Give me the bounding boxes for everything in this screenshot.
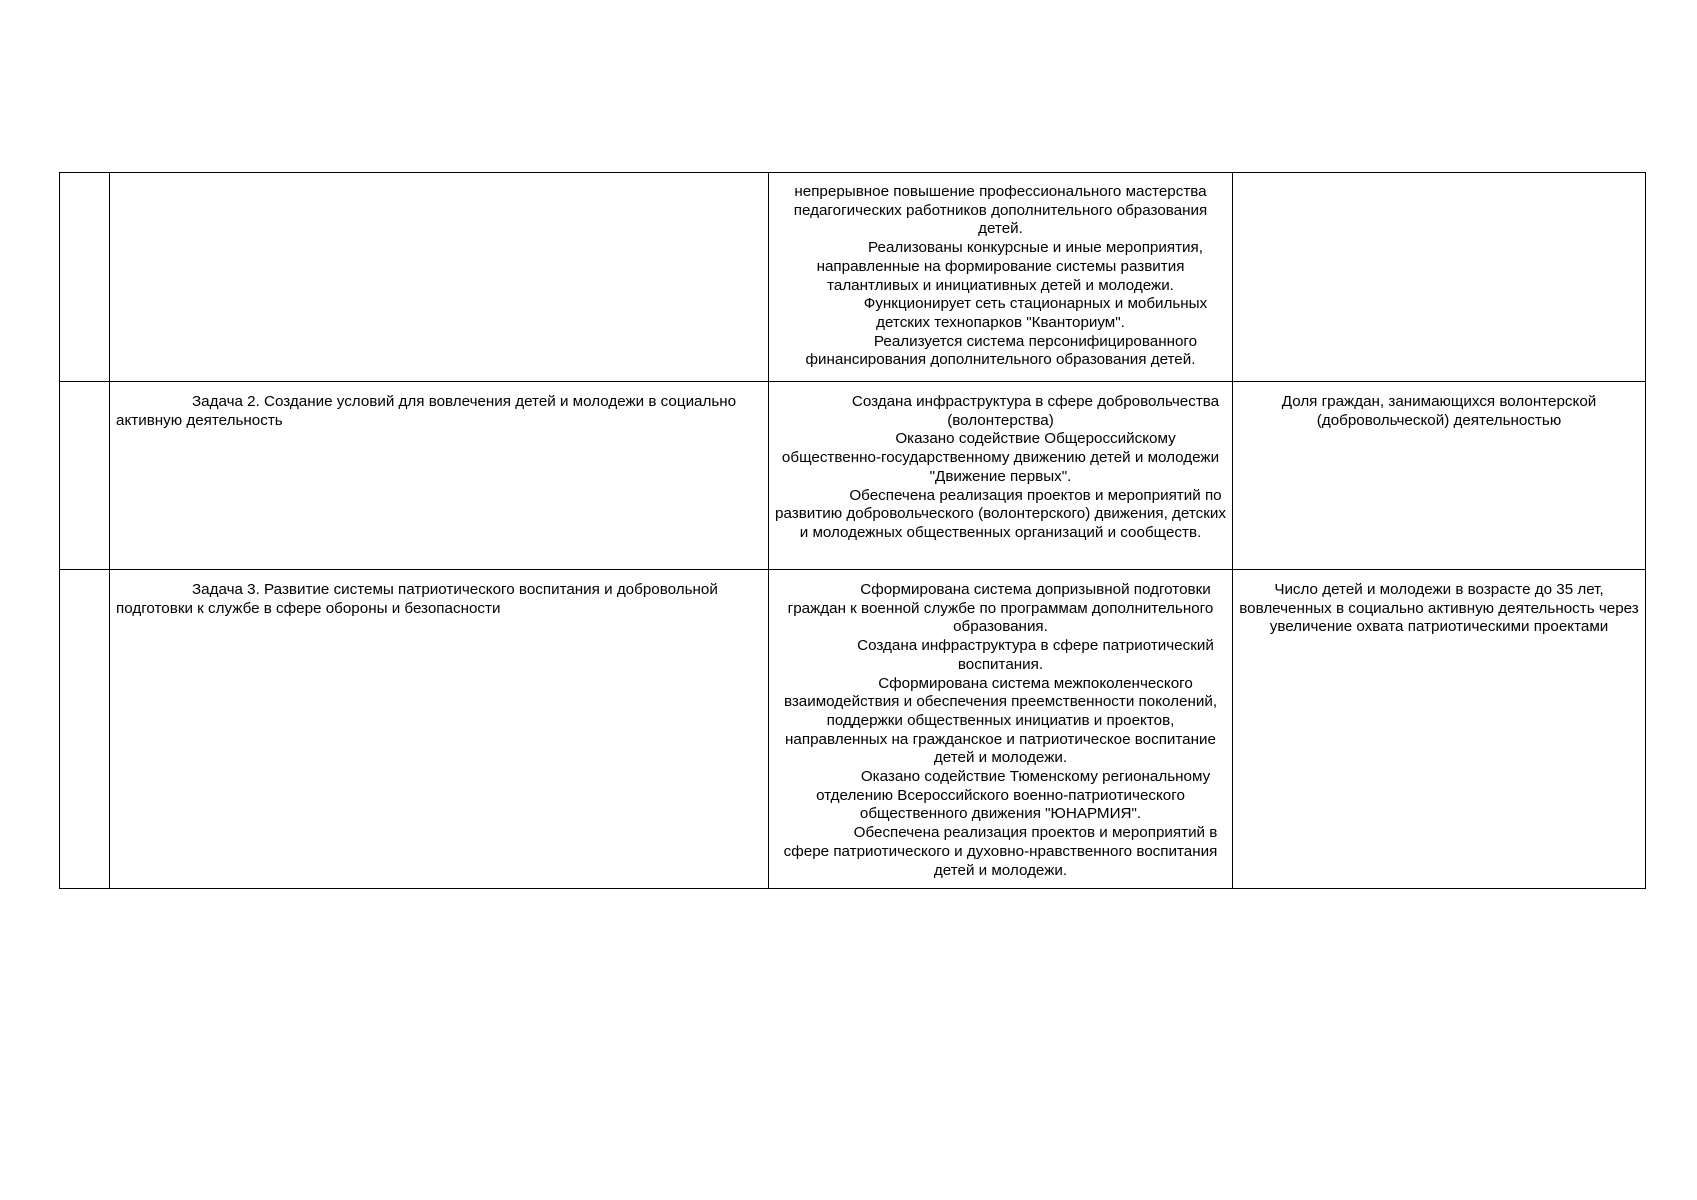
result-item: Обеспечена реализация проектов и мероприятий в сфере патриотического и духовно-нравственного воспитания детей и молодежи. bbox=[783, 824, 1218, 879]
results-cell bbox=[769, 173, 1233, 382]
row-number-cell bbox=[60, 570, 110, 889]
indicator-cell bbox=[1233, 382, 1646, 570]
program-table bbox=[59, 172, 1646, 889]
result-item: Сформирована система межпоколенческого взаимодействия и обеспечения преемственности поколений, поддержки общественных инициатив и проектов, направленных на гражданское и патриотическое воспитание детей и молодежи. bbox=[783, 674, 1218, 767]
task-cell bbox=[110, 173, 769, 382]
row-number-cell bbox=[60, 382, 110, 570]
result-item: Обеспечена реализация проектов и мероприятий по развитию добровольческого (волонтерского) движения, детских и молодежных общественных организаций и сообществ. bbox=[775, 486, 1226, 541]
result-item: Сформирована система допризывной подготовки граждан к военной службе по программам дополнительного образования. bbox=[787, 581, 1214, 636]
indicator-text: Доля граждан, занимающихся волонтерской (добровольческой) деятельностью bbox=[1281, 393, 1597, 429]
result-item: Создана инфраструктура в сфере добровольчества (волонтерства) bbox=[851, 393, 1220, 429]
indicator-cell bbox=[1233, 173, 1646, 382]
table-row bbox=[60, 570, 1646, 889]
result-item: Оказано содействие Тюменскому региональному отделению Всероссийского военно-патриотического общественного движения "ЮНАРМИЯ". bbox=[816, 768, 1211, 823]
result-item: Реализованы конкурсные и иные мероприятия, направленные на формирование системы развития талантливых и инициативных детей и молодежи. bbox=[816, 239, 1203, 294]
indicator-cell bbox=[1233, 570, 1646, 889]
results-cell bbox=[769, 382, 1233, 570]
table-row bbox=[60, 382, 1646, 570]
row-number-cell bbox=[60, 173, 110, 382]
task-cell bbox=[110, 382, 769, 570]
result-item: Реализуется система персонифицированного финансирования дополнительного образования детей. bbox=[805, 332, 1198, 369]
indicator-text: Число детей и молодежи в возрасте до 35 лет, вовлеченных в социально активную деятельность через увеличение охвата патриотическими проектами bbox=[1239, 581, 1639, 636]
table-row bbox=[60, 173, 1646, 382]
results-cell bbox=[769, 570, 1233, 889]
result-item: Функционирует сеть стационарных и мобильных детских технопарков "Кванториум". bbox=[863, 295, 1208, 331]
result-item: Оказано содействие Общероссийскому общественно-государственному движению детей и молодежи "Движение первых". bbox=[781, 430, 1220, 485]
result-item: непрерывное повышение профессионального мастерства педагогических работников дополнительного образования детей. bbox=[793, 183, 1208, 238]
task-text: Задача 3. Развитие системы патриотического воспитания и добровольной подготовки к службе в сфере обороны и безопасности bbox=[116, 581, 718, 617]
task-text: Задача 2. Создание условий для вовлечения детей и молодежи в социально активную деятельность bbox=[116, 393, 737, 429]
task-cell bbox=[110, 570, 769, 889]
result-item: Создана инфраструктура в сфере патриотический воспитания. bbox=[857, 637, 1214, 673]
